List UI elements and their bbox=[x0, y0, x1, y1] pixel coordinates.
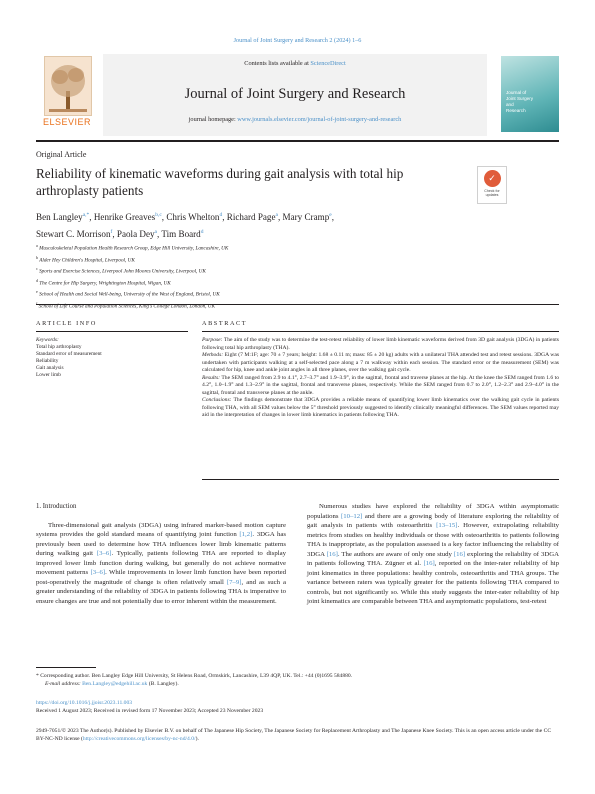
abstract-methods bbox=[202, 352, 559, 375]
body-paragraph bbox=[307, 502, 559, 607]
conclusions-text: The findings demonstrate that 3DGA provides a reliable means of quantifying lower limb kinematics over the walking gait cycle in patients following THA, with all SEM values below the 5° threshold previously suggested to identify clinically meaningful differences. The SEM values reported may aid in the interpretation of changes in lower limb kinematics in patients following THA. bbox=[202, 397, 559, 419]
citation-link[interactable]: [16] bbox=[326, 550, 338, 558]
author-separator: , bbox=[112, 229, 117, 240]
affiliation-item bbox=[36, 300, 536, 312]
copyright-end: ). bbox=[195, 736, 199, 743]
paragraph-text: . 3DGA has previously been used to determine how THA influences lower limb kinematic patterns during walking gait bbox=[36, 531, 286, 557]
keyword: Total hip arthroplasty bbox=[36, 344, 82, 351]
paragraph-text: . Typically, patients following THA are reported to display improved lower limb function during walking, but generally do not achieve normative movement patterns bbox=[36, 550, 286, 576]
author-affil-marker[interactable]: b,c bbox=[155, 212, 162, 218]
affiliation-text: Alder Hey Children's Hospital, Liverpool, UK bbox=[39, 257, 135, 264]
conclusions-label: Conclusions: bbox=[202, 397, 232, 404]
author-affil-marker[interactable]: e bbox=[329, 212, 332, 218]
abstract-bottom-rule bbox=[202, 479, 559, 480]
affiliation-divider bbox=[36, 304, 559, 305]
license-link[interactable]: http://creativecommons.org/licenses/by-nc-nd/4.0/ bbox=[82, 736, 196, 743]
paragraph-text: . The authors are aware of only one study bbox=[337, 550, 454, 558]
affiliation-marker: b bbox=[36, 254, 38, 260]
cover-line: Research bbox=[506, 108, 526, 113]
author-separator: , bbox=[331, 212, 334, 223]
author-name: Mary Cramp bbox=[282, 212, 330, 223]
citation-link[interactable]: [1,2] bbox=[239, 531, 253, 538]
affiliation-marker: e bbox=[36, 289, 38, 295]
affiliation-text: School of Life Course and Population Sciences, King's College London, London, UK bbox=[38, 303, 215, 310]
paragraph-text: and there are a growing body of literature exploring the reliability of gait analysis in patients with osteoarthritis bbox=[307, 512, 559, 529]
keyword: Gait analysis bbox=[36, 365, 64, 372]
article-info-rule bbox=[36, 331, 188, 332]
author-affil-marker[interactable]: a,* bbox=[82, 212, 90, 218]
introduction-heading: 1. Introduction bbox=[36, 503, 77, 510]
affiliation-item bbox=[36, 242, 536, 254]
abstract-purpose bbox=[202, 337, 559, 352]
author-affil-marker[interactable]: f bbox=[110, 229, 113, 236]
affiliation-marker: c bbox=[36, 266, 38, 272]
cover-line: and bbox=[506, 102, 514, 107]
keywords-label: Keywords: bbox=[36, 337, 59, 343]
results-text: The SEM ranged from 2.9 to 4.1°, 2.7–3.7° and 1.9–3.9°, in the sagittal, frontal and traverse planes at the hip. At the knee the SEM ranged from 1.6 to 4.2°, 1.0–1.9° and 1.3–2.9° in the sagittal, frontal and transverse planes, respectively. While the SEM ranged from 0.7 to 2.0°, 1.2–2.3° and 2.9–4.0° in the sagittal, frontal and transverse planes at the ankle. bbox=[202, 374, 559, 396]
affiliation-marker: a bbox=[36, 243, 38, 248]
citation-link[interactable]: [3–6] bbox=[96, 550, 112, 557]
header-divider bbox=[36, 140, 559, 142]
citation-link[interactable]: [7–9] bbox=[226, 578, 242, 586]
crossmark-badge[interactable] bbox=[477, 166, 507, 204]
affiliation-item bbox=[36, 277, 536, 289]
tree-icon bbox=[44, 56, 92, 116]
citation-link[interactable]: [16] bbox=[423, 560, 435, 567]
citation-link[interactable]: [10–12] bbox=[341, 512, 363, 520]
sciencedirect-link[interactable]: ScienceDirect bbox=[310, 60, 346, 67]
author-separator: , bbox=[277, 212, 283, 223]
cover-line: Joint Surgery bbox=[506, 96, 534, 101]
paragraph-text: , and as such a greater understanding of the reliability of 3DGA in patients following THA is imperative to ensure changes are true and not potentially due to error inherent within the measurement. bbox=[36, 578, 286, 605]
author-separator: , bbox=[222, 212, 227, 223]
keyword: Reliability bbox=[36, 358, 59, 365]
affiliation-item bbox=[36, 288, 536, 300]
author-affil-marker[interactable]: d bbox=[200, 229, 204, 236]
citation-link[interactable]: [16] bbox=[453, 550, 466, 558]
paragraph-text: Numerous studies have explored the reliability of 3DGA within asymptomatic populations bbox=[307, 503, 559, 520]
elsevier-logo bbox=[36, 56, 98, 132]
author-name: Paola Dey bbox=[116, 229, 155, 240]
abstract-heading: ABSTRACT bbox=[202, 320, 248, 327]
results-label: Results: bbox=[202, 374, 221, 381]
paragraph-text: exploring the reliability of 3DGA in patients following THA. Zügner et al. bbox=[307, 550, 560, 567]
author-separator: , bbox=[157, 229, 162, 240]
methods-label: Methods: bbox=[202, 352, 224, 359]
body-right-column bbox=[307, 502, 559, 607]
received-dates: Received 1 August 2023; Received in revised form 17 November 2023; Accepted 23 November 2023 bbox=[36, 708, 264, 715]
abstract-results bbox=[202, 375, 559, 398]
journal-homepage bbox=[103, 116, 487, 123]
paragraph-text: Three-dimensional gait analysis (3DGA) using infrared marker-based motion capture systems provides the gold standard means of quantifying joint function bbox=[36, 521, 286, 538]
abstract-body bbox=[202, 337, 559, 420]
author-name: Tim Board bbox=[161, 229, 201, 240]
purpose-text: The aim of the study was to determine the test-retest reliability of lower limb kinematic waveforms derived from 3D gait analysis (3DGA) in patients following total hip arthroplasty (THA). bbox=[202, 337, 559, 351]
copyright-notice bbox=[36, 727, 559, 743]
email-suffix: (B. Langley). bbox=[148, 681, 179, 687]
homepage-link[interactable]: www.journals.elsevier.com/journal-of-joint-surgery-and-research bbox=[237, 116, 402, 123]
author-affil-marker[interactable]: d bbox=[219, 212, 223, 218]
article-title: Reliability of kinematic waveforms during gait analysis with total hip arthroplasty patients bbox=[36, 166, 404, 198]
contents-available bbox=[103, 60, 487, 67]
footnote-rule bbox=[36, 667, 96, 668]
paragraph-text: . However, extrapolating reliability metrics from studies on healthy individuals or those with osteoarthritis to patients following THA is inappropriate, as the population assessed is a key factor influencing the reliability of 3DGA bbox=[307, 522, 560, 558]
affiliation-text: School of Health and Social Well-being, University of the West of England, Bristol, UK bbox=[39, 291, 220, 298]
copyright-text: 2949-7051/© 2023 The Author(s). Published by Elsevier B.V. on behalf of The Japanese Hip Society, The Japanese Society for Replacement Arthroplasty and The Japanese Knee Society. This is an open access article under the CC BY-NC-ND license ( bbox=[36, 728, 552, 743]
doi-link[interactable]: https://doi.org/10.1016/j.jjoisr.2023.11.003 bbox=[36, 700, 133, 706]
crossmark-label: Check for updates bbox=[484, 189, 500, 197]
elsevier-wordmark: ELSEVIER bbox=[42, 117, 92, 127]
doi-block bbox=[36, 699, 556, 715]
author-name: Chris Whelton bbox=[166, 212, 220, 223]
affiliation-marker: d bbox=[36, 277, 38, 283]
cover-line: Journal of bbox=[506, 90, 527, 95]
methods-text: Eight (7 M:1F; age: 70 ± 7 years; height: 1.68 ± 0.11 m; mass: 85 ± 20 kg) adults with a unilateral THA attended test and retest sessions. 3DGA was undertaken with participants walking at a self-selected pace along a 7 m walkway within each session. The standard error or the measurement (SEM) was calculated for hip, knee and ankle joint angles in all three planes, over the walking gait cycle. bbox=[202, 352, 559, 374]
citation-link[interactable]: [13–15] bbox=[436, 522, 458, 529]
abstract-rule bbox=[202, 331, 559, 332]
paragraph-text: . While improvements in lower limb function have been reported post-operatively the magnitude of change is often relatively small bbox=[36, 569, 286, 586]
article-info-heading: ARTICLE INFO bbox=[36, 320, 97, 327]
keyword: Lower limb bbox=[36, 372, 61, 379]
corresponding-author: * Corresponding author. Ben Langley Edge Hill University, St Helens Road, Ormskirk, Lancashire, L39 4QP, UK. Tel.: +44 (0)1695 584880. bbox=[36, 673, 353, 679]
keyword: Standard error of measurement bbox=[36, 351, 102, 358]
journal-title: Journal of Joint Surgery and Research bbox=[184, 86, 406, 102]
affiliations bbox=[36, 242, 536, 311]
author-name: Henrike Greaves bbox=[93, 212, 156, 223]
email-link[interactable]: Ben.Langley@edgehill.ac.uk bbox=[82, 681, 148, 687]
abstract-conclusions bbox=[202, 397, 559, 420]
affiliation-text: The Centre for Hip Surgery, Wrightington Hospital, Wigan, UK bbox=[39, 280, 171, 287]
keywords-block bbox=[36, 337, 186, 380]
author-name: Ben Langley bbox=[36, 212, 83, 223]
author-affil-marker[interactable]: a bbox=[275, 212, 278, 218]
article-type: Original Article bbox=[36, 150, 87, 159]
body-left-column bbox=[36, 502, 286, 606]
contents-label: Contents lists available at bbox=[244, 60, 309, 67]
affiliation-text: Musculoskeletal Population Health Research Group, Edge Hill University, Lancashire, UK bbox=[39, 245, 229, 252]
author-name: Richard Page bbox=[226, 212, 276, 223]
author-name: Stewart C. Morrison bbox=[36, 229, 111, 240]
email-label: E-mail address: bbox=[45, 681, 81, 687]
affiliation-item bbox=[36, 254, 536, 266]
author-separator: , bbox=[161, 212, 167, 223]
purpose-label: Purpose: bbox=[202, 337, 223, 343]
affiliation-item bbox=[36, 265, 536, 277]
email-line bbox=[36, 680, 556, 688]
paragraph-text: , reported on the inter-rater reliability of hip joint kinematics in three populations: healthy controls, osteoarthritis and THA groups. The variance between raters was typically greater for the patients following THA compared to controls, but not significantly so. While this study suggests the inter-rater reliability of hip joint kinematics are comparable between THA and asymptomatic populations, test-retest bbox=[307, 560, 559, 605]
author-separator: , bbox=[89, 212, 94, 223]
journal-citation[interactable]: Journal of Joint Surgery and Research 2 (2024) 1–6 bbox=[233, 37, 362, 44]
author-list bbox=[36, 208, 496, 242]
journal-cover-thumbnail bbox=[501, 56, 559, 132]
homepage-label: journal homepage: bbox=[188, 116, 236, 123]
crossmark-icon: ✓ bbox=[484, 170, 501, 187]
affiliation-text: Sports and Exercise Sciences, Liverpool John Moores University, Liverpool, UK bbox=[39, 268, 206, 275]
introduction-paragraph bbox=[36, 521, 286, 607]
corresponding-footnote bbox=[36, 672, 556, 688]
citation-link[interactable]: [3–6] bbox=[90, 569, 106, 576]
author-affil-marker[interactable]: a bbox=[154, 229, 157, 236]
masthead bbox=[36, 54, 559, 136]
